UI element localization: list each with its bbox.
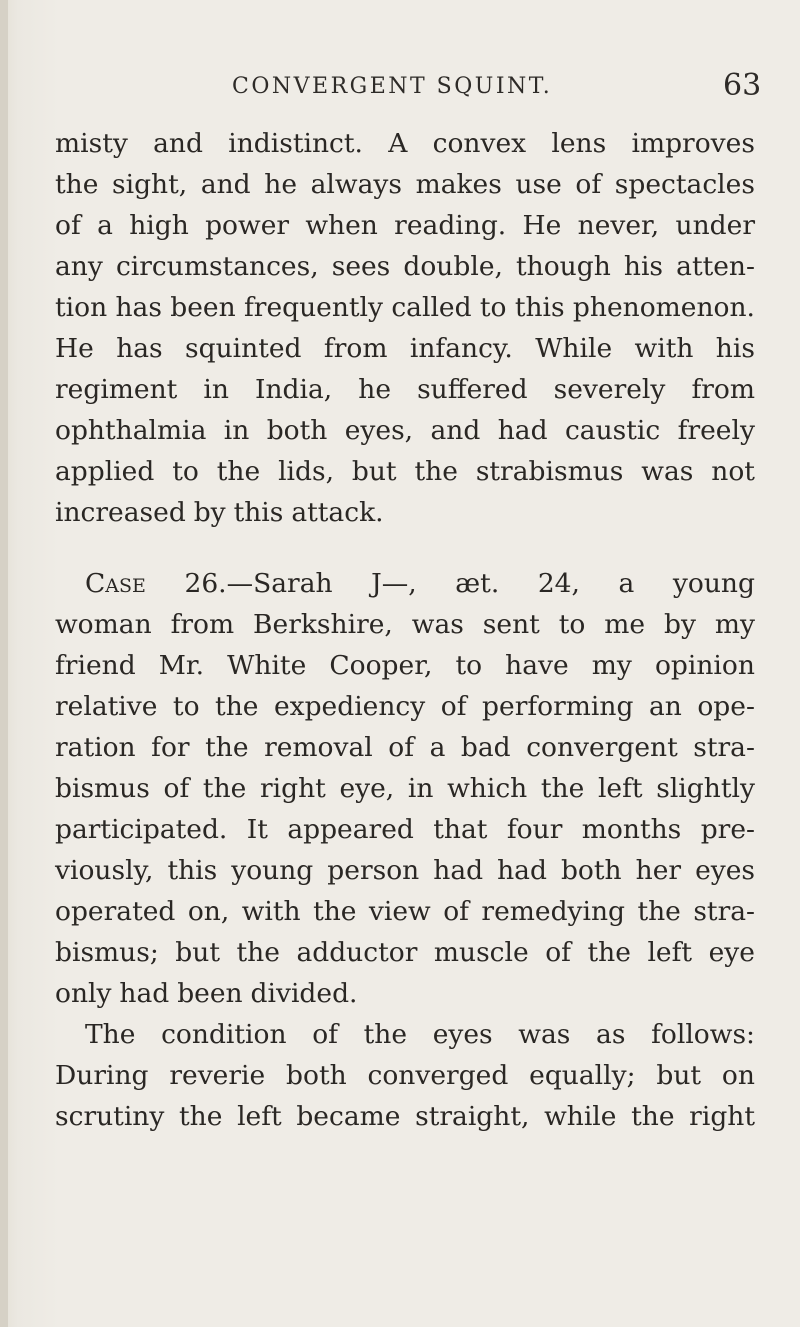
word: been [177, 978, 243, 1009]
word: this [167, 855, 218, 886]
word: was [411, 609, 464, 640]
word: A [388, 128, 408, 159]
text-line [55, 730, 755, 766]
word: eyes, [344, 415, 414, 446]
word: view [368, 896, 431, 927]
word: young [231, 855, 314, 886]
word: left [597, 773, 643, 804]
word: the [540, 773, 585, 804]
word: convergent [526, 732, 678, 763]
word: the [179, 1101, 223, 1132]
text-line [55, 1017, 755, 1053]
text-line [55, 894, 755, 930]
word: the [205, 732, 249, 763]
word: right [259, 773, 326, 804]
word: the [313, 896, 357, 927]
word: frequently [243, 292, 384, 323]
text-line [55, 290, 755, 326]
word: friend [55, 650, 136, 681]
word: in [407, 773, 434, 804]
word: He [55, 333, 94, 364]
word: of [163, 773, 190, 804]
word: ration [55, 732, 136, 763]
word: with [241, 896, 301, 927]
word: from [170, 609, 235, 640]
word: strabismus [475, 456, 624, 487]
word: of [545, 937, 571, 968]
word: opinion [654, 650, 755, 681]
word: though [516, 251, 611, 282]
word: suffered [417, 374, 528, 405]
word: high [129, 210, 189, 241]
word: use [515, 169, 562, 200]
word: for [151, 732, 190, 763]
word: the [587, 937, 631, 968]
word: while [544, 1101, 617, 1132]
word: the [55, 169, 99, 200]
word: Cooper, [329, 650, 433, 681]
word: lens [551, 128, 607, 159]
word: It [246, 814, 268, 845]
word: had [497, 415, 548, 446]
word: of [312, 1019, 338, 1050]
word: me [604, 609, 646, 640]
word: squinted [185, 333, 302, 364]
word: severely [553, 374, 666, 405]
word: Mr. [158, 650, 205, 681]
running-head [0, 68, 800, 108]
word: lids, [278, 456, 334, 487]
word: from [691, 374, 755, 405]
word: by [193, 497, 226, 528]
word: participated. [55, 814, 228, 845]
word: the [414, 456, 458, 487]
word: attack. [291, 497, 384, 528]
word: straight, [415, 1101, 530, 1132]
text-line [55, 126, 755, 162]
word: the [216, 456, 261, 487]
word: infancy. [409, 333, 513, 364]
word: expediency [273, 691, 426, 722]
word: to [479, 292, 507, 323]
word: eye, [339, 773, 395, 804]
word: appeared [287, 814, 414, 845]
word: his [715, 333, 755, 364]
word: have [505, 650, 569, 681]
word: He [522, 210, 562, 241]
word: adductor [296, 937, 418, 968]
word: and [200, 169, 251, 200]
word: of [388, 732, 415, 763]
word: her [635, 855, 682, 886]
word: æt. [455, 568, 500, 599]
running-title: CONVERGENT SQUINT. [232, 74, 553, 99]
word: phenomenon. [572, 292, 755, 323]
word: on [721, 1060, 755, 1091]
text-line [55, 976, 755, 1012]
word: equally; [529, 1060, 636, 1091]
word: applied [55, 456, 155, 487]
word: reading. [394, 210, 507, 241]
text-line [55, 413, 755, 449]
word: on, [187, 896, 230, 927]
word: he [264, 169, 298, 200]
word: which [447, 773, 528, 804]
word: the [363, 1019, 408, 1050]
word: a [429, 732, 446, 763]
word: converged [367, 1060, 509, 1091]
word: became [296, 1101, 401, 1132]
word: to [558, 609, 586, 640]
word: to [172, 456, 199, 487]
word: both [266, 415, 328, 446]
word: ophthalmia [55, 415, 207, 446]
word: India, [255, 374, 333, 405]
word: under [675, 210, 755, 241]
word: of [443, 896, 469, 927]
word: of [575, 169, 602, 200]
text-line [55, 1058, 755, 1094]
word: reverie [169, 1060, 266, 1091]
word: right [689, 1101, 755, 1132]
text-line [55, 607, 755, 643]
word: only [55, 978, 112, 1009]
word: circumstances, [115, 251, 319, 282]
word: scrutiny [55, 1101, 165, 1132]
word: stra- [693, 896, 755, 927]
word: as [596, 1019, 626, 1050]
word: condition [161, 1019, 287, 1050]
word: in [223, 415, 250, 446]
word: in [203, 374, 229, 405]
text-line [55, 853, 755, 889]
word: any [55, 251, 103, 282]
word: muscle [433, 937, 529, 968]
word: sight, [112, 169, 188, 200]
word: the [631, 1101, 675, 1132]
word: bismus [55, 773, 150, 804]
word: left [237, 1101, 282, 1132]
word: sees [331, 251, 391, 282]
word: has [116, 333, 163, 364]
word: to [455, 650, 483, 681]
word: atten- [676, 251, 755, 282]
word: woman [55, 609, 152, 640]
word: eye [708, 937, 755, 968]
text-line [55, 454, 755, 490]
text-line [55, 208, 755, 244]
word: called [391, 292, 472, 323]
text-line [55, 372, 755, 408]
word: had [433, 855, 484, 886]
word: from [323, 333, 388, 364]
word: bismus; [55, 937, 159, 968]
text-line [55, 495, 755, 531]
word: eyes [695, 855, 755, 886]
word: was [518, 1019, 571, 1050]
word: young [672, 568, 755, 599]
word: always [310, 169, 402, 200]
word: ope- [697, 691, 755, 722]
word: but [351, 456, 397, 487]
word: slightly [656, 773, 755, 804]
word: and [430, 415, 481, 446]
text-line [55, 689, 755, 725]
word: but [175, 937, 220, 968]
word: but [656, 1060, 702, 1091]
word: has [115, 292, 162, 323]
word: this [233, 497, 284, 528]
text-line [55, 249, 755, 285]
text-line [55, 167, 755, 203]
case-heading-line [55, 566, 755, 602]
word: makes [415, 169, 502, 200]
word: months [581, 814, 682, 845]
word: relative [55, 691, 158, 722]
word: my [714, 609, 755, 640]
word: The [85, 1019, 136, 1050]
word: person [327, 855, 420, 886]
word: with [634, 333, 694, 364]
word: J—, [371, 568, 417, 599]
word: not [711, 456, 755, 487]
word: the [637, 896, 681, 927]
word: indistinct. [228, 128, 363, 159]
word: bad [460, 732, 511, 763]
text-line [55, 771, 755, 807]
word: Case [85, 568, 146, 599]
word: eyes [432, 1019, 493, 1050]
word: a [97, 210, 113, 241]
word: regiment [55, 374, 178, 405]
word: removal [264, 732, 373, 763]
word: the [202, 773, 247, 804]
text-line [55, 331, 755, 367]
word: had [497, 855, 547, 886]
word: this [514, 292, 565, 323]
page-gutter [0, 0, 8, 1327]
word: increased [55, 497, 186, 528]
word: had [119, 978, 170, 1009]
text-line [55, 812, 755, 848]
word: While [535, 333, 613, 364]
word: an [648, 691, 682, 722]
word: the [215, 691, 259, 722]
word: caustic [564, 415, 661, 446]
word: power [205, 210, 290, 241]
word: was [641, 456, 694, 487]
word: of [55, 210, 81, 241]
word: a [618, 568, 635, 599]
word: been [170, 292, 236, 323]
word: remedying [481, 896, 626, 927]
word: of [440, 691, 467, 722]
word: he [358, 374, 392, 405]
word: tion [55, 292, 108, 323]
word: to [172, 691, 200, 722]
word: freely [677, 415, 755, 446]
word: 24, [537, 568, 580, 599]
word: follows: [651, 1019, 755, 1050]
word: never, [577, 210, 660, 241]
word: stra- [693, 732, 755, 763]
word: improves [631, 128, 755, 159]
word: divided. [250, 978, 358, 1009]
word: by [663, 609, 696, 640]
word: pre- [700, 814, 755, 845]
word: Berkshire, [253, 609, 393, 640]
word: viously, [55, 855, 154, 886]
word: misty [55, 128, 128, 159]
word: double, [403, 251, 503, 282]
word: when [305, 210, 378, 241]
word: 26.—Sarah [184, 568, 333, 599]
word: sent [482, 609, 540, 640]
word: four [506, 814, 563, 845]
word: spectacles [614, 169, 755, 200]
page-number: 63 [723, 68, 762, 103]
word: left [647, 937, 693, 968]
word: both [560, 855, 622, 886]
text-line [55, 935, 755, 971]
word: the [236, 937, 280, 968]
word: During [55, 1060, 149, 1091]
word: my [591, 650, 632, 681]
word: White [227, 650, 307, 681]
word: convex [432, 128, 527, 159]
word: performing [482, 691, 634, 722]
text-line [55, 1099, 755, 1135]
text-line [55, 648, 755, 684]
word: operated [55, 896, 176, 927]
word: and [153, 128, 203, 159]
word: that [433, 814, 488, 845]
word: his [623, 251, 664, 282]
word: both [286, 1060, 347, 1091]
